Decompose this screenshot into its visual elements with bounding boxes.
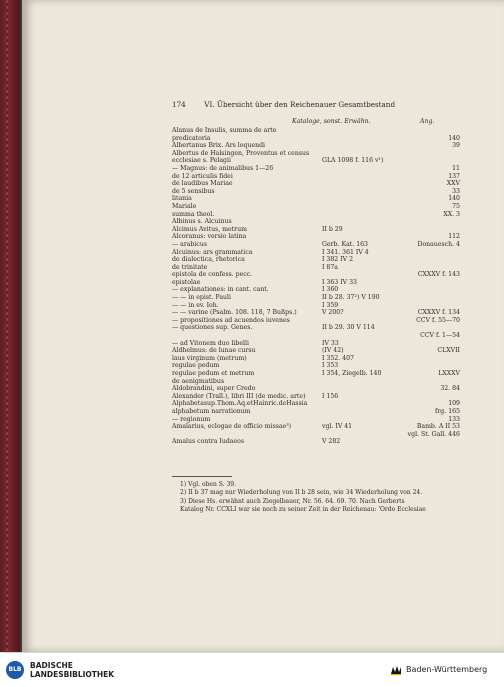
library-name-line1: BADISCHE (30, 661, 73, 670)
row-ang: XXV (446, 180, 460, 188)
index-table (172, 127, 468, 446)
row-catalogue-ref: II b 29 (322, 225, 343, 233)
row-catalogue-ref: I 87a (322, 263, 338, 271)
row-ang: 39 (452, 142, 460, 150)
row-entry: de trinitate (172, 263, 208, 271)
table-row (172, 340, 468, 348)
footnote-rule (172, 476, 232, 477)
row-catalogue-ref: I 354, Ziegelb. 140 (322, 370, 382, 377)
row-catalogue-ref: II b 28. 37²) V 190 (322, 294, 380, 302)
row-catalogue-ref: I 341. 361 IV 4 (322, 248, 369, 256)
row-ang: CCV f. 1—54 (420, 332, 460, 340)
footnote-line: 1) Vgl. oben S. 39. (180, 481, 237, 488)
footnotes (180, 481, 476, 515)
table-row (172, 271, 468, 279)
row-entry: litania (172, 195, 192, 203)
table-row (172, 302, 468, 310)
row-entry: — questiones sup. Genes. (172, 324, 253, 332)
row-catalogue-ref: vgl. IV 41 (322, 423, 353, 431)
row-ang: 140 (448, 134, 460, 142)
row-entry: summa theol. (172, 210, 215, 218)
table-row (172, 362, 468, 370)
row-ang: CXXXV f. 134 (417, 309, 460, 317)
row-entry: Albertanus Brix. Ars loquendi (172, 142, 266, 150)
row-catalogue-ref: I 352. 407 (322, 354, 354, 362)
table-row (172, 370, 468, 378)
row-ang: CCV f. 55—70 (416, 316, 460, 324)
library-footer-bar (0, 652, 504, 687)
table-row (172, 423, 468, 431)
row-catalogue-ref: I 353 (322, 362, 339, 370)
row-catalogue-ref: Gerb. Kat. 163 (322, 240, 368, 248)
table-row (172, 279, 468, 287)
row-entry: epistolae (172, 278, 201, 286)
table-row (172, 218, 468, 226)
row-ang: Bamb. A II 53 (416, 423, 460, 431)
table-row (172, 165, 468, 173)
table-row (172, 226, 468, 234)
row-entry: Albinus s. Alcuinus (172, 218, 232, 226)
table-row (172, 203, 468, 211)
table-row (172, 400, 468, 408)
row-entry: — arabicus (172, 240, 208, 248)
footnote-line: 3) Diese Hs. erwähnt auch Ziegelbauer, Nr. 56. 64. 69. 70. Nach Gerberts (180, 497, 405, 505)
row-entry: — — varine (Psalm. 108. 118, 7 Bußps.) (172, 309, 297, 317)
table-row (172, 195, 468, 203)
table-row (172, 150, 468, 158)
row-catalogue-ref: I 359 (322, 301, 339, 309)
row-entry: de 12 articulis fidei (172, 172, 233, 180)
scanned-page (22, 0, 504, 652)
table-row (172, 249, 468, 257)
row-entry: de laudibus Mariae (172, 180, 233, 188)
table-row (172, 431, 468, 439)
table-row (172, 157, 468, 165)
page-number: 174 (172, 100, 186, 109)
table-row (172, 286, 468, 294)
row-entry: ecclesiae s. Pelagii (172, 157, 231, 165)
row-ang: LXXXV (438, 370, 460, 377)
book-spine-edge (0, 0, 20, 652)
row-entry: — ad Vitonem duo libelli (172, 339, 249, 347)
table-row (172, 355, 468, 363)
page-header (172, 100, 472, 109)
row-ang: frg. 165 (435, 407, 460, 415)
table-row (172, 416, 468, 424)
footnote-line: Katalog Nr. CCXLI war sie noch zu seiner Zeit in der Reichenau: 'Ordo Ecclesiae (180, 506, 426, 514)
row-entry: Mariale (172, 202, 197, 210)
row-entry: Aldhelmus: de lunae cursu (172, 347, 256, 355)
row-entry: — regionum (172, 415, 211, 423)
table-row (172, 309, 468, 317)
baden-wuerttemberg-logo-icon[interactable] (390, 664, 402, 676)
library-name-line2: LANDESBIBLIOTHEK (30, 670, 115, 679)
row-entry: — propositiones ad acuendos iuvenes (172, 316, 290, 324)
row-catalogue-ref: I 382 IV 2 (322, 256, 354, 264)
row-ang: 133 (448, 415, 460, 423)
table-row (172, 347, 468, 355)
row-ang: CLXVII (437, 347, 460, 355)
row-entry: epistola de confess. pecc. (172, 271, 253, 279)
row-ang: Donauesch. 4 (417, 240, 460, 248)
row-catalogue-ref: II b 29. 30 V 114 (322, 324, 375, 332)
row-entry: laus virginum (metrum) (172, 354, 247, 362)
row-ang: vgl. St. Gall. 446 (407, 430, 460, 438)
row-ang: 109 (448, 400, 460, 408)
row-catalogue-ref: V 282 (322, 438, 341, 446)
row-ang: 112 (448, 233, 460, 241)
row-entry: — Magnus: de animalibus 1—26 (172, 164, 274, 172)
row-ang: 33 (452, 187, 460, 195)
column-head-catalogues: Kataloge, sonst. Erwähn. (292, 118, 371, 125)
table-row (172, 317, 468, 325)
running-title: VI. Übersicht über den Reichenauer Gesamtbestand (204, 100, 396, 109)
row-ang: 32. 84 (440, 385, 460, 393)
table-row (172, 264, 468, 272)
table-row (172, 211, 468, 219)
row-catalogue-ref: I 363 IV 33 (322, 278, 357, 286)
row-ang: XX. 3 (443, 210, 460, 218)
row-ang: 11 (452, 164, 460, 172)
row-entry: Alanus de Insulis, summa de arte (172, 127, 277, 134)
row-catalogue-ref: GLA 1098 f. 116 v¹) (322, 157, 384, 165)
row-entry: Alcimus Avitus, metrum (172, 225, 247, 233)
state-name[interactable]: Baden-Württemberg (406, 665, 488, 674)
row-catalogue-ref: I 156 (322, 392, 339, 400)
row-entry: predicatoria (172, 134, 211, 142)
row-entry: regulae pedum (172, 362, 220, 370)
blb-logo-icon[interactable]: BLB (6, 661, 24, 679)
table-row (172, 173, 468, 181)
row-catalogue-ref: I 360 (322, 286, 339, 294)
row-entry: Alexander (Trall.), libri III (de medic. arte) (172, 392, 306, 400)
row-entry: Amalus contra Iudaeos (172, 438, 245, 446)
row-ang: 140 (448, 195, 460, 203)
row-entry: de 5 sensibus (172, 187, 215, 195)
table-row (172, 294, 468, 302)
row-entry: Albertus de Halsingen, Proventus et census (172, 149, 310, 157)
row-entry: Alcuinus: ars grammatica (172, 248, 253, 256)
table-row (172, 324, 468, 332)
table-row (172, 438, 468, 446)
table-row (172, 393, 468, 401)
table-row (172, 385, 468, 393)
table-row (172, 142, 468, 150)
row-ang: 75 (452, 202, 460, 210)
row-entry: — explanationes: in cant. cant. (172, 286, 269, 294)
table-row (172, 188, 468, 196)
table-row (172, 233, 468, 241)
row-ang: CXXXV f. 143 (417, 271, 460, 279)
table-row (172, 408, 468, 416)
row-entry: — — in epist. Pauli (172, 294, 231, 302)
row-entry: de dialectica, rhetorica (172, 256, 245, 264)
row-ang: 137 (448, 172, 460, 180)
table-row (172, 256, 468, 264)
row-entry: Aldobrandini, super Credo (172, 385, 256, 393)
row-catalogue-ref: V 200? (322, 309, 344, 317)
row-entry: Alphabetasup.Thom.Aq.etHainric.deHassia (172, 400, 308, 408)
row-catalogue-ref: IV 33 (322, 339, 339, 347)
table-row (172, 332, 468, 340)
table-row (172, 180, 468, 188)
row-entry: alphabetum narrationum (172, 407, 251, 415)
row-entry: de aenigmatibus (172, 377, 225, 385)
row-entry: Alcoranus: versio latina (172, 233, 247, 241)
row-entry: Amalarius, eclogae de officio missae³) (172, 423, 292, 431)
table-row (172, 241, 468, 249)
column-head-ang: Ang. (420, 118, 435, 125)
row-entry: regulae pedum et metrum (172, 370, 255, 377)
table-row (172, 378, 468, 386)
row-entry: — — in ev. Ioh. (172, 301, 219, 309)
footnote-line: 2) II b 37 mag nur Wiederholung von II b 28 sein, wie 34 Wiederholung von 24. (180, 489, 423, 497)
library-name[interactable] (30, 661, 114, 679)
table-row (172, 135, 468, 143)
table-row (172, 127, 468, 135)
row-catalogue-ref: (IV 42) (322, 347, 344, 355)
